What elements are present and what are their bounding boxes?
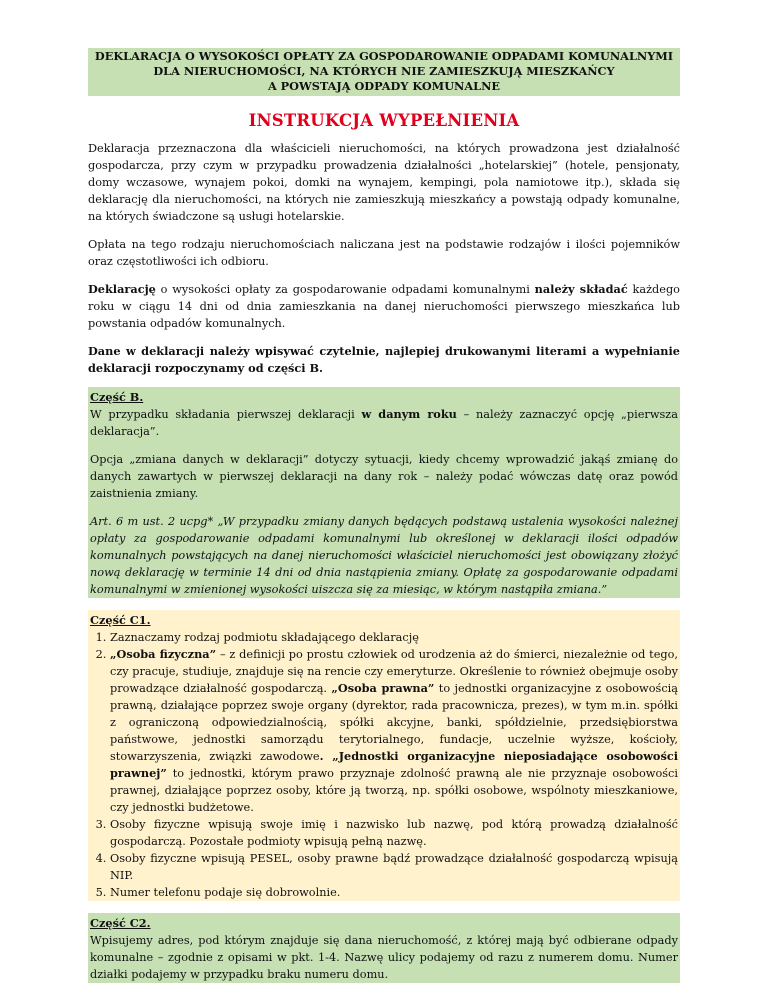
title-line-3: A POWSTAJĄ ODPADY KOMUNALNE <box>267 79 501 93</box>
part-c2-title: Część C2. <box>90 916 151 930</box>
title-line-2: DLA NIERUCHOMOŚCI, NA KTÓRYCH NIE ZAMIESZKUJĄ MIESZKAŃCY <box>153 64 615 78</box>
list-item: 5. Numer telefonu podaje się dobrowolnie. <box>110 884 678 901</box>
part-b-legal-quote: Art. 6 m ust. 2 ucpg* „W przypadku zmiany danych będących podstawą ustalenia wysokości należnej opłaty za gospodarowanie odpadami komunalnymi lub określonej w deklaracji ilości odpadów komunalnych powstających na danej nieruchomości właściciel nieruchomości jest obowiązany złożyć nową deklarację w terminie 14 dni od dnia nastąpienia zmiany. Opłatę za gospodarowanie odpadami komunalnymi w zmienionej wysokości uiszcza się za miesiąc, w którym nastąpiła zmiana.” <box>90 515 678 596</box>
page-heading: INSTRUKCJA WYPEŁNIENIA <box>248 111 520 130</box>
intro-paragraph-3 <box>88 281 680 332</box>
intro-p3-bold-1: Deklarację <box>88 282 156 296</box>
section-part-c2 <box>88 913 680 983</box>
intro-p3-bold-2: należy składać <box>534 282 628 296</box>
intro-p3-mid: o wysokości opłaty za gospodarowanie odpadami komunalnymi <box>155 283 535 296</box>
item2-bold-3: . „Jednostki organizacyjne nieposiadające osobowości prawnej” <box>110 749 678 780</box>
document-page <box>88 48 680 983</box>
intro-p3-end: każdego roku w ciągu 14 dni od dnia zamieszkania na danej nieruchomości pierwszego mieszkańca lub powstania odpadów komunalnych. <box>88 283 680 330</box>
part-b-title: Część B. <box>90 390 144 404</box>
intro-paragraph-1: Deklaracja przeznaczona dla właścicieli nieruchomości, na których prowadzona jest działalność gospodarcza, przy czym w przypadku prowadzenia działalności „hotelarskiej” (hotele, pensjonaty, domy wczasowe, wynajem pokoi, domki na wynajem, kempingi, pola namiotowe itp.), składa się deklarację dla nieruchomości, na których nie zamieszkują mieszkańcy a powstają odpady komunalne, na których świadczone są usługi hotelarskie. <box>88 142 680 223</box>
part-b-paragraph-1 <box>90 406 678 440</box>
list-item: 1. Zaznaczamy rodzaj podmiotu składającego deklarację <box>110 629 678 646</box>
part-c2-paragraph: Wpisujemy adres, pod którym znajduje się dana nieruchomość, z której mają być odbierane odpady komunalne – zgodnie z opisami w pkt. 1-4. Nazwę ulicy podajemy od razu z numerem domu. Numer działki podajemy w przypadku braku numeru domu. <box>90 934 678 981</box>
title-line-1: DEKLARACJA O WYSOKOŚCI OPŁATY ZA GOSPODAROWANIE ODPADAMI KOMUNALNYMI <box>94 49 674 63</box>
list-item: 3. Osoby fizyczne wpisują swoje imię i nazwisko lub nazwę, pod którą prowadzą działalność gospodarczą. Pozostałe podmioty wpisują pełną nazwę. <box>110 816 678 850</box>
item2-bold-2: „Osoba prawna” <box>331 681 435 695</box>
intro-p4-bold: Dane w deklaracji należy wpisywać czytelnie, najlepiej drukowanymi literami a wypełnianie deklaracji rozpoczynamy od części B. <box>88 344 680 375</box>
item2-text-3: to jednostki, którym prawo przyznaje zdolność prawną ale nie przyznaje osobowości prawnej, działające poprzez osoby, które ją tworzą, np. spółki osobowe, wspólnoty mieszkaniowe, czy jednostki budżetowe. <box>110 767 678 814</box>
part-b-p1-start: W przypadku składania pierwszej deklaracji <box>90 408 362 421</box>
item2-text-1: – z definicji po prostu człowiek od urodzenia aż do śmierci, niezależnie od tego, czy pracuje, studiuje, znajduje się na rencie czy emeryturze. Określenie to również obejmuje osoby prowadzące działalność gospodarczą. <box>110 648 678 695</box>
part-c1-title: Część C1. <box>90 613 151 627</box>
part-c1-list <box>90 629 678 901</box>
intro-paragraph-4 <box>88 343 680 377</box>
section-part-c1 <box>88 610 680 901</box>
part-b-paragraph-2: Opcja „zmiana danych w deklaracji” dotyczy sytuacji, kiedy chcemy wprowadzić jakąś zmianę do danych zawartych w pierwszej deklaracji na dany rok – należy podać wówczas datę oraz powód zaistnienia zmiany. <box>90 453 678 500</box>
declaration-title-box <box>88 48 680 96</box>
list-item: 4. Osoby fizyczne wpisują PESEL, osoby prawne bądź prowadzące działalność gospodarczą wpisują NIP. <box>110 850 678 884</box>
part-b-p1-bold: w danym roku <box>361 407 457 421</box>
item2-text-2: to jednostki organizacyjne z osobowością prawną, działające poprzez swoje organy (dyrektor, rada pracownicza, prezes), w tym m.in. spółki z ograniczoną odpowiedzialnością, spółki akcyjne, banki, spółdzielnie, przedsiębiorstwa państwowe, jednostki samorządu terytorialnego, fundacje, uczelnie wyższe, kościoły, stowarzyszenia, związki zawodowe <box>110 682 679 763</box>
item2-bold-1: „Osoba fizyczna” <box>110 647 217 661</box>
part-b-p1-end: – należy zaznaczyć opcję „pierwsza deklaracja”. <box>90 408 678 438</box>
section-part-b <box>88 387 680 598</box>
intro-paragraph-2: Opłata na tego rodzaju nieruchomościach naliczana jest na podstawie rodzajów i ilości pojemników oraz częstotliwości ich odbioru. <box>88 238 680 268</box>
list-item <box>110 646 678 816</box>
